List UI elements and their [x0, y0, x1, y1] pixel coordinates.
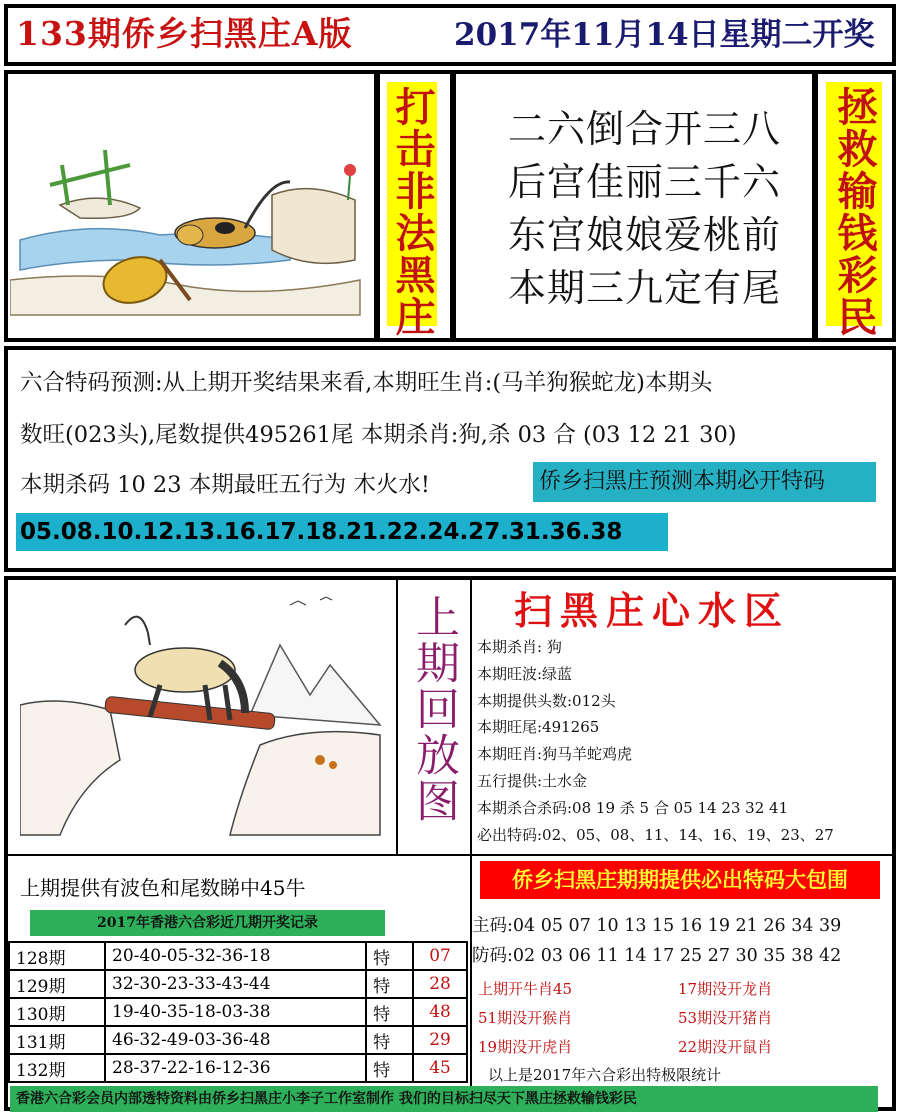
- stat-item: 17期没开龙肖: [678, 980, 773, 998]
- right-banner-label: 拯救输钱彩民: [831, 86, 878, 338]
- poem-line: 后宫佳丽三千六: [508, 160, 782, 204]
- dog-water-illustration: [10, 110, 370, 330]
- poem-line: 二六倒合开三八: [508, 107, 782, 151]
- table-row: [9, 1026, 467, 1054]
- divider: [450, 74, 456, 338]
- divider: [374, 74, 380, 338]
- period: 130期: [9, 998, 105, 1026]
- divider: [8, 854, 892, 856]
- stat-item: 51期没开猴肖: [478, 1009, 573, 1027]
- period: 131期: [9, 1026, 105, 1054]
- review-item: 本期提供头数:012头: [477, 691, 616, 710]
- prediction-line-2: 数旺(023头),尾数提供495261尾 本期杀肖:狗,杀 03 合 (03 12 21 30): [20, 422, 737, 448]
- period: 132期: [9, 1054, 105, 1082]
- review-item: 必出特码:02、05、08、11、14、16、19、23、27: [477, 825, 834, 844]
- dog-bridge-illustration: [20, 585, 390, 850]
- left-banner-label: 打击非法黑庄: [389, 86, 436, 338]
- review-item: 本期旺尾:491265: [477, 718, 600, 737]
- review-item: 五行提供:土水金: [477, 771, 588, 790]
- draw-history-table: [8, 941, 468, 1083]
- history-title: 2017年香港六合彩近几期开奖记录: [30, 910, 385, 936]
- review-item: 本期旺波:绿蓝: [477, 664, 573, 683]
- divider: [396, 578, 398, 854]
- review-title-label: 上期回放图: [408, 594, 459, 824]
- table-row: [9, 998, 467, 1026]
- stat-item: 上期开牛肖45: [478, 980, 573, 998]
- stat-item: 22期没开鼠肖: [678, 1038, 773, 1056]
- special-number: 48: [413, 998, 467, 1026]
- must-open-label: 侨乡扫黑庄预测本期必开特码: [533, 462, 876, 502]
- special-label: 特: [366, 942, 413, 970]
- draw-numbers: 28-37-22-16-12-36: [105, 1054, 366, 1082]
- red-banner: 侨乡扫黑庄期期提供必出特码大包围: [480, 861, 880, 899]
- right-banner-text: [829, 86, 879, 346]
- special-label: 特: [366, 1054, 413, 1082]
- special-number: 29: [413, 1026, 467, 1054]
- special-label: 特: [366, 970, 413, 998]
- draw-numbers: 32-30-23-33-43-44: [105, 970, 366, 998]
- draw-date: 2017年11月14日星期二开奖: [454, 17, 875, 53]
- draw-numbers: 19-40-35-18-03-38: [105, 998, 366, 1026]
- brush-title: 扫黑庄心水区: [514, 588, 791, 633]
- table-row: [9, 1054, 467, 1082]
- table-row: [9, 970, 467, 998]
- prediction-line-3: 本期杀码 10 23 本期最旺五行为 木火水!: [20, 472, 430, 498]
- prediction-line-1: 六合特码预测:从上期开奖结果来看,本期旺生肖:(马羊狗猴蛇龙)本期头: [20, 370, 713, 396]
- special-number: 28: [413, 970, 467, 998]
- draw-numbers: 46-32-49-03-36-48: [105, 1026, 366, 1054]
- divider: [470, 578, 472, 854]
- poem-line: 本期三九定有尾: [508, 266, 782, 310]
- special-numbers-bar: 05.08.10.12.13.16.17.18.21.22.24.27.31.36.38: [16, 513, 668, 551]
- guard-codes: 防码:02 03 06 11 14 17 25 27 30 35 38 42: [472, 946, 842, 966]
- divider: [470, 854, 472, 1111]
- stats-note: 以上是2017年六合彩出特极限统计: [488, 1066, 722, 1084]
- poem: [508, 103, 781, 315]
- special-number: 07: [413, 942, 467, 970]
- poem-line: 东宫娘娘爱桃前: [508, 213, 782, 257]
- last-hit-text: 上期提供有波色和尾数睇中45牛: [20, 876, 306, 900]
- divider: [812, 74, 818, 338]
- draw-numbers: 20-40-05-32-36-18: [105, 942, 366, 970]
- period: 128期: [9, 942, 105, 970]
- review-items: [477, 634, 834, 848]
- special-number: 45: [413, 1054, 467, 1082]
- special-label: 特: [366, 1026, 413, 1054]
- review-item: 本期杀合杀码:08 19 杀 5 合 05 14 23 32 41: [477, 798, 789, 817]
- issue-title: 133期侨乡扫黑庄A版: [16, 14, 353, 53]
- special-label: 特: [366, 998, 413, 1026]
- left-banner-text: [389, 86, 435, 346]
- stat-item: 53期没开猪肖: [678, 1009, 773, 1027]
- table-row: [9, 942, 467, 970]
- review-item: 本期旺肖:狗马羊蛇鸡虎: [477, 745, 633, 764]
- main-codes: 主码:04 05 07 10 13 15 16 19 21 26 34 39: [472, 916, 842, 936]
- stat-item: 19期没开虎肖: [478, 1038, 573, 1056]
- footer-banner: 香港六合彩会员内部透特资料由侨乡扫黑庄小李子工作室制作 我们的目标扫尽天下黑庄拯救输钱彩民: [10, 1086, 878, 1112]
- review-item: 本期杀肖: 狗: [477, 638, 562, 656]
- period: 129期: [9, 970, 105, 998]
- review-title: [408, 594, 458, 835]
